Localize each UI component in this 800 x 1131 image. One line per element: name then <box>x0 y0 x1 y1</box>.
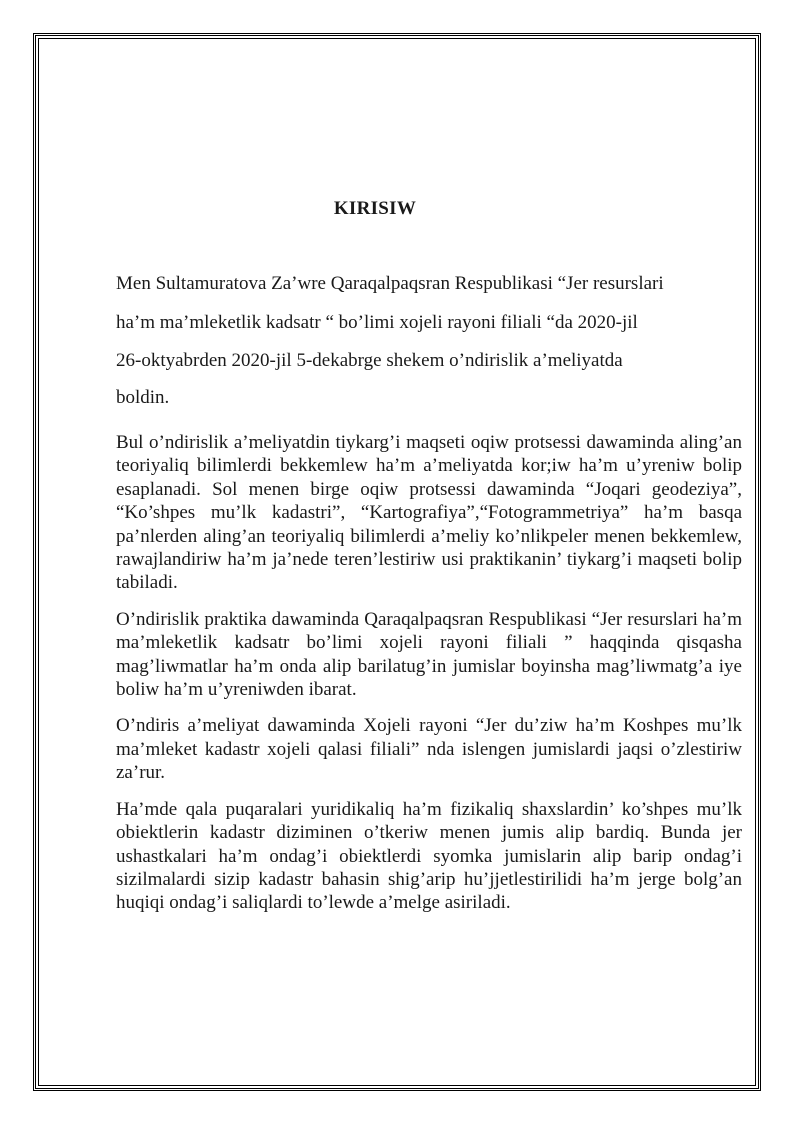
paragraph-work: O’ndiris a’meliyat dawaminda Xojeli rayoni “Jer du’ziw ha’m Koshpes mu’lk ma’mleket kadastr xojeli qalasi filiali” nda islengen jumislardi jaqsi o’zlestiriw za’rur. <box>116 715 742 784</box>
paragraph-practice: O’ndirislik praktika dawaminda Qaraqalpaqsran Respublikasi “Jer resurslari ha’m ma’mleketlik kadsatr bo’limi xojeli rayoni filiali ” haqqinda qisqasha mag’liwmatlar ha’m onda alip barilatug’in jumislar boyinsha mag’liwmatg’a iye boliw ha’m u’yreniwden ibarat. <box>116 608 742 701</box>
intro-line-4: boldin. <box>116 387 170 408</box>
intro-line-1: Men Sultamuratova Za’wre Qaraqalpaqsran Respublikasi “Jer resurslari <box>116 273 664 294</box>
body-text <box>116 431 742 928</box>
intro-line-3: 26-oktyabrden 2020-jil 5-dekabrge shekem o’ndirislik a’meliyatda <box>116 350 623 371</box>
intro-line-2: ha’m ma’mleketlik kadsatr “ bo’limi xojeli rayoni filiali “da 2020-jil <box>116 312 638 333</box>
document-title: KIRISIW <box>333 198 417 219</box>
paragraph-purpose: Bul o’ndirislik a’meliyatdin tiykarg’i maqseti oqiw protsessi dawaminda aling’an teoriyaliq bilimlerdi bekkemlew ha’m a’meliyatda kor;iw ha’m u’yreniw bolip esaplanadi. Sol menen birge oqiw protsessi dawaminda “Joqari geodeziya”, “Ko’shpes mu’lk kadastri”, “Kartografiya”,“Fotogrammetriya” ha’m basqa pa’nlerden aling’an teoriyaliq bilimlerdi a’meliy ko’nlikpeler menen bekkemlew, rawajlandiriw ha’m ja’nede teren’lestiriw usi praktikanin’ tiykarg’i maqseti bolip tabiladi. <box>116 432 742 594</box>
paragraph-cadastre: Ha’mde qala puqaralari yuridikaliq ha’m fizikaliq shaxslardin’ ko’shpes mu’lk obiektlerin kadastr diziminen o’tkeriw menen jumis alip bardiq. Bunda jer ushastkalari ha’m ondag’i obiektlerdi syomka jumislarin alip barip ondag’i sizilmalardi sizip kadastr bahasin shig’arip hu’jjetlestirilidi ha’m jerge bolg’an huqiqi ondag’i saliqlardi to’lewde a’melge asiriladi. <box>116 798 742 914</box>
